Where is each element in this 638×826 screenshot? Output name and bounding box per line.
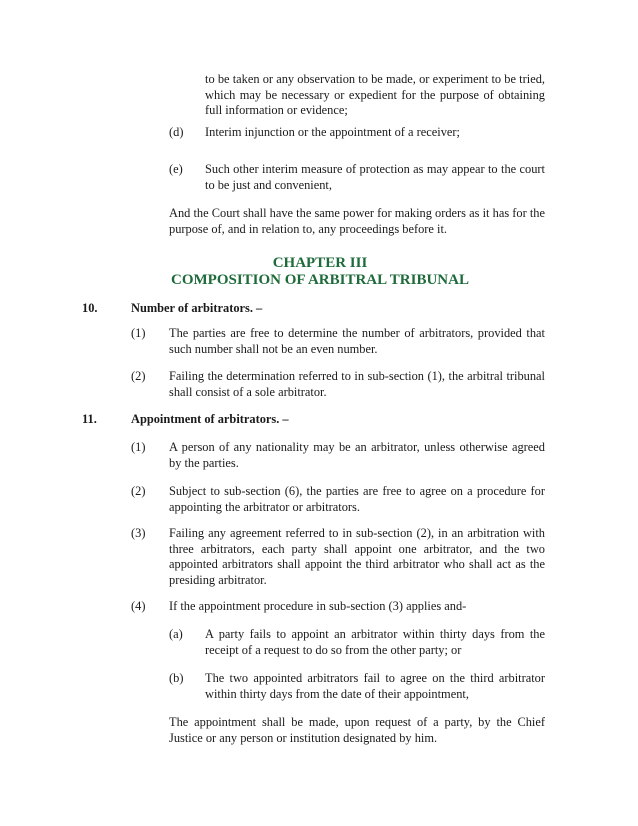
item-d-text: Interim injunction or the appointment of a receiver;	[205, 125, 460, 139]
sec10-sub2-label: (2)	[131, 369, 146, 383]
sec11-sub4-label: (4)	[131, 599, 146, 613]
chapter-title: COMPOSITION OF ARBITRAL TRIBUNAL	[171, 272, 469, 288]
sec11-sub4a-text: A party fails to appoint an arbitrator within thirty days from the receipt of a request to do so from the other party; or	[205, 627, 545, 657]
section-11-number: 11.	[82, 412, 97, 426]
sec10-sub2-text: Failing the determination referred to in sub-section (1), the arbitral tribunal shall consist of a sole arbitrator.	[169, 369, 545, 399]
sec10-sub1-text: The parties are free to determine the number of arbitrators, provided that such number shall not be an even number.	[169, 326, 545, 356]
sec11-sub2-text: Subject to sub-section (6), the parties are free to agree on a procedure for appointing the arbitrator or arbitrators.	[169, 484, 545, 514]
section-10-title: Number of arbitrators. –	[131, 301, 263, 315]
sec11-sub3-label: (3)	[131, 526, 146, 540]
chapter-number: CHAPTER III	[272, 255, 368, 271]
closing-paragraph: And the Court shall have the same power for making orders as it has for the purpose of, and in relation to, any proceedings before it.	[169, 206, 545, 236]
sec10-sub1-label: (1)	[131, 326, 146, 340]
sec11-sub4a-label: (a)	[169, 627, 183, 641]
item-d-label: (d)	[169, 125, 184, 139]
sec11-sub4-text: If the appointment procedure in sub-section (3) applies and-	[169, 599, 467, 613]
sec11-sub2-label: (2)	[131, 484, 146, 498]
sec11-sub4b-label: (b)	[169, 671, 184, 685]
sec11-sub1-label: (1)	[131, 440, 146, 454]
section-10-number: 10.	[82, 301, 98, 315]
section-11-title: Appointment of arbitrators. –	[131, 412, 289, 426]
continued-clause-text: to be taken or any observation to be made, or experiment to be tried, which may be necessary or expedient for the purpose of obtaining full information or evidence;	[205, 72, 545, 118]
sec11-sub4-closing: The appointment shall be made, upon request of a party, by the Chief Justice or any person or institution designated by him.	[169, 715, 545, 745]
item-e-label: (e)	[169, 162, 183, 176]
item-e-text: Such other interim measure of protection as may appear to the court to be just and convenient,	[205, 162, 545, 192]
sec11-sub3-text: Failing any agreement referred to in sub-section (2), in an arbitration with three arbitrators, each party shall appoint one arbitrator, and the two appointed arbitrators shall appoint the third arbitrator who shall act as the presiding arbitrator.	[169, 526, 545, 587]
sec11-sub1-text: A person of any nationality may be an arbitrator, unless otherwise agreed by the parties.	[169, 440, 545, 470]
sec11-sub4b-text: The two appointed arbitrators fail to agree on the third arbitrator within thirty days from the date of their appointment,	[205, 671, 545, 701]
